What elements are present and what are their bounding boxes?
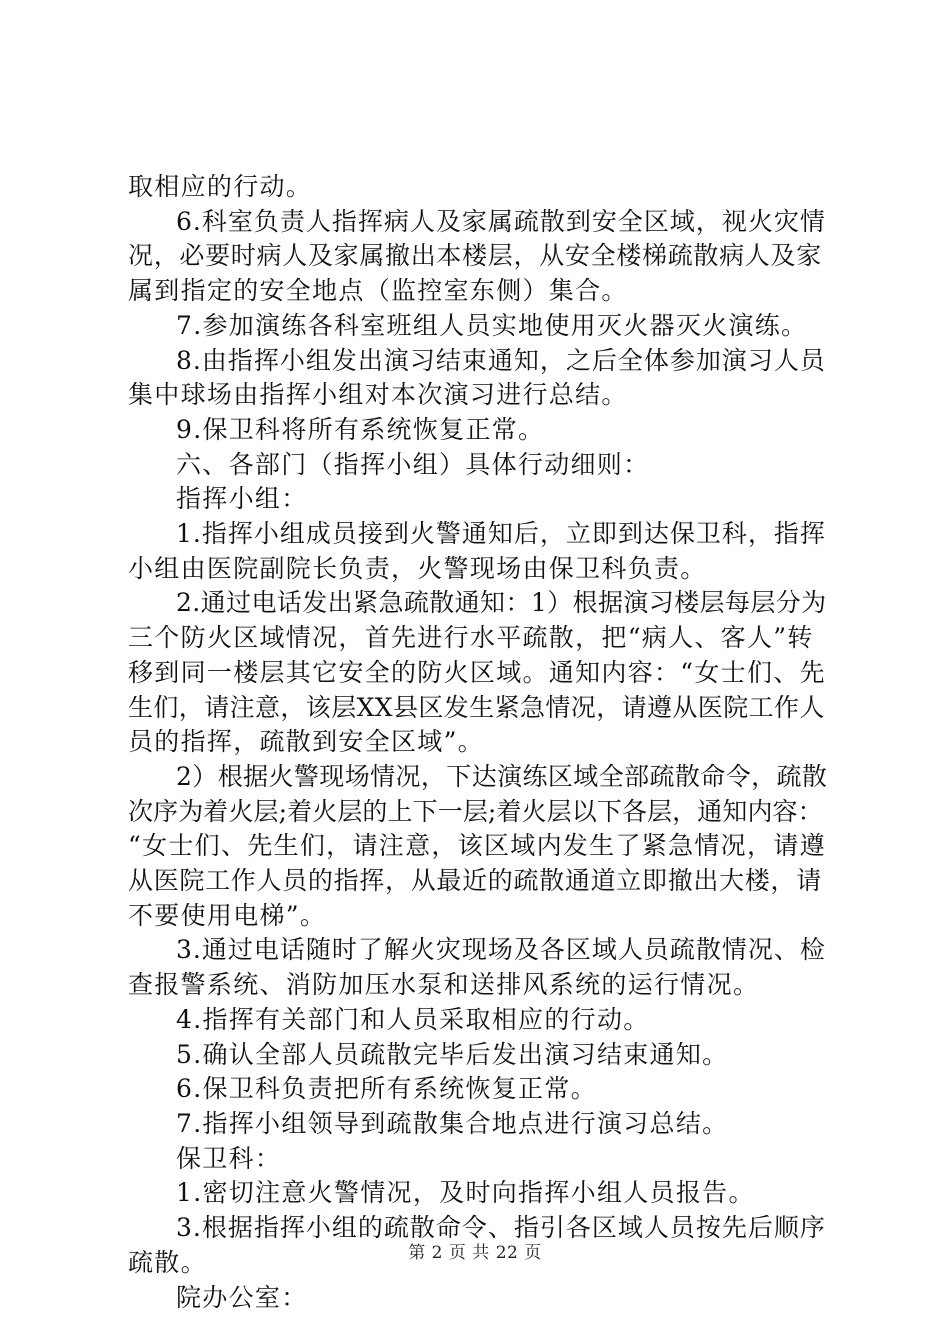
text-line: 查报警系统、消防加压水泵和送排风系统的运行情况。 — [128, 970, 760, 1000]
text-line: 9.保卫科将所有系统恢复正常。 — [176, 414, 545, 444]
text-line: 2.通过电话发出紧急疏散通知：1）根据演习楼层每层分为 — [176, 588, 827, 618]
text-line: 不要使用电梯”。 — [128, 900, 327, 930]
text-line: 况，必要时病人及家属撤出本楼层，从安全楼梯疏散病人及家 — [128, 241, 822, 271]
text-line: 8.由指挥小组发出演习结束通知，之后全体参加演习人员 — [176, 345, 826, 375]
text-line: 指挥小组： — [176, 484, 308, 514]
text-line: 次序为着火层;着火层的上下一层;着火层以下各层，通知内容： — [128, 796, 823, 826]
text-line: 疏散。 — [128, 1247, 207, 1277]
text-line: 5.确认全部人员疏散完毕后发出演习结束通知。 — [176, 1039, 729, 1069]
text-line: 1.指挥小组成员接到火警通知后，立即到达保卫科，指挥 — [176, 519, 826, 549]
text-line: 6.科室负责人指挥病人及家属疏散到安全区域，视火灾情 — [176, 206, 826, 236]
text-line: 属到指定的安全地点（监控室东侧）集合。 — [128, 276, 628, 306]
page-number-label: 第 2 页 共 22 页 — [408, 1243, 542, 1263]
text-line: 7.指挥小组领导到疏散集合地点进行演习总结。 — [176, 1108, 729, 1138]
text-line: 移到同一楼层其它安全的防火区域。通知内容：“女士们、先 — [128, 657, 826, 687]
text-line: 员的指挥，疏散到安全区域”。 — [128, 727, 484, 757]
text-line: 3.通过电话随时了解火灾现场及各区域人员疏散情况、检 — [176, 935, 826, 965]
text-line: 6.保卫科负责把所有系统恢复正常。 — [176, 1074, 597, 1104]
page-footer — [0, 1238, 950, 1263]
document-body — [128, 170, 828, 1315]
text-line: 三个防火区域情况，首先进行水平疏散，把“病人、客人”转 — [128, 623, 814, 653]
text-line: 小组由医院副院长负责，火警现场由保卫科负责。 — [128, 553, 707, 583]
text-line: 生们，请注意，该层XX县区发生紧急情况，请遵从医院工作人 — [128, 692, 825, 722]
text-line: “女士们、先生们，请注意，该区域内发生了紧急情况，请遵 — [128, 831, 826, 861]
text-line: 2）根据火警现场情况，下达演练区域全部疏散命令，疏散 — [176, 761, 828, 791]
text-line: 7.参加演练各科室班组人员实地使用灭火器灭火演练。 — [176, 310, 808, 340]
text-line: 保卫科： — [176, 1143, 282, 1173]
text-line: 3.根据指挥小组的疏散命令、指引各区域人员按先后顺序 — [176, 1213, 826, 1243]
text-line: 从医院工作人员的指挥，从最近的疏散通道立即撤出大楼，请 — [128, 866, 822, 896]
text-line: 1.密切注意火警情况，及时向指挥小组人员报告。 — [176, 1178, 755, 1208]
text-line: 集中球场由指挥小组对本次演习进行总结。 — [128, 380, 628, 410]
text-line: 六、各部门（指挥小组）具体行动细则： — [176, 449, 650, 479]
text-line: 4.指挥有关部门和人员采取相应的行动。 — [176, 1004, 650, 1034]
text-line: 取相应的行动。 — [128, 172, 313, 201]
text-line: 院办公室： — [176, 1282, 308, 1312]
